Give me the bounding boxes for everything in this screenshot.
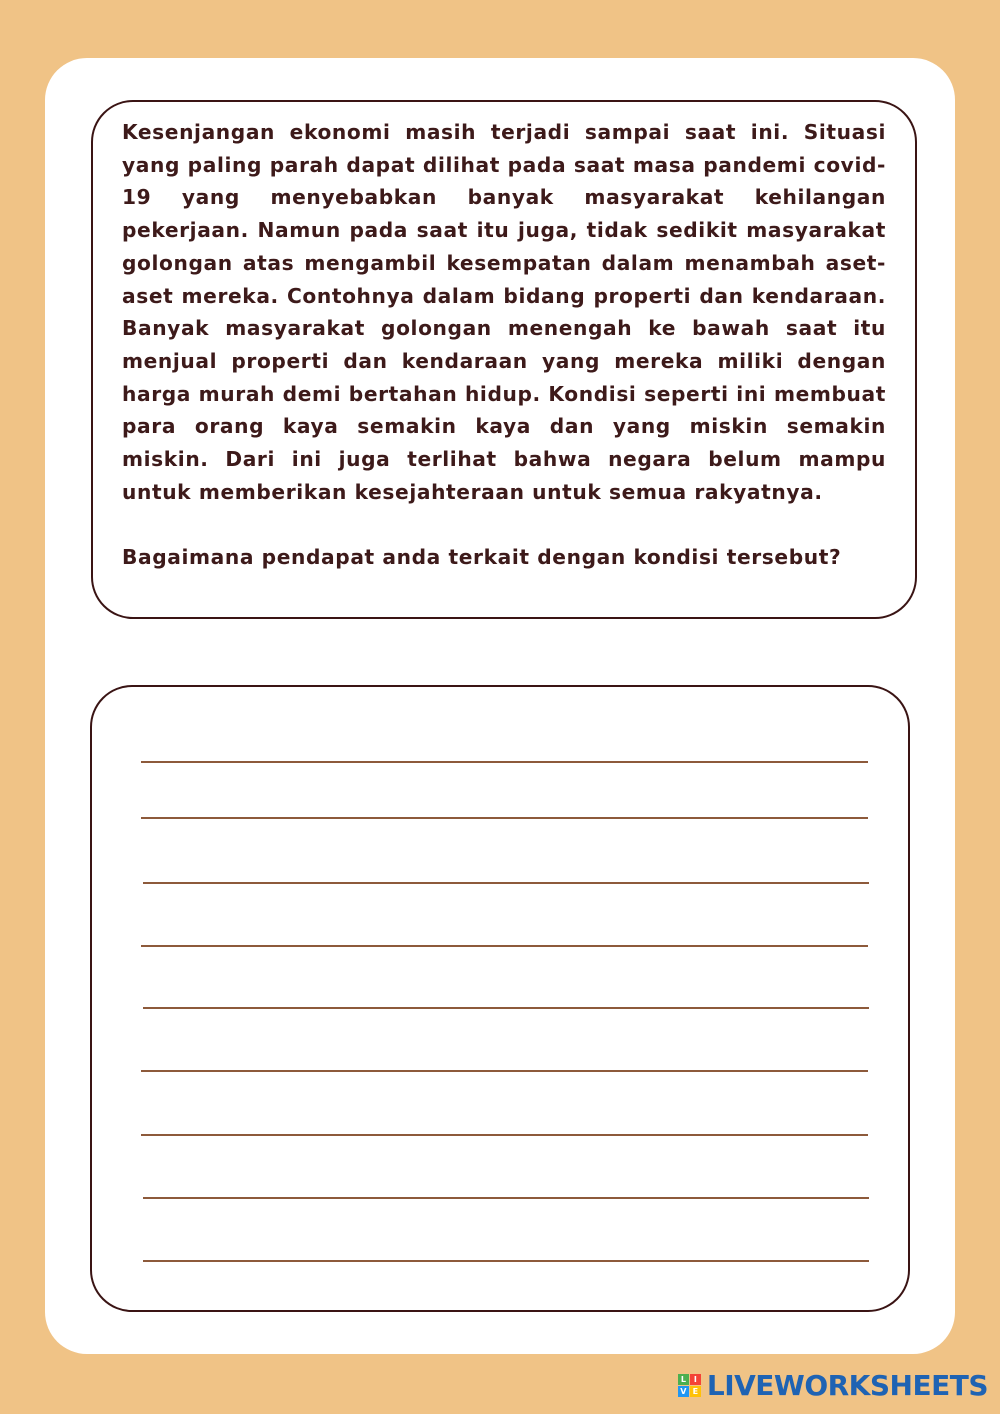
- answer-line[interactable]: [141, 1070, 868, 1072]
- logo-letter-i: I: [690, 1374, 701, 1385]
- answer-line[interactable]: [141, 817, 868, 819]
- answer-line[interactable]: [143, 1197, 869, 1199]
- answer-line[interactable]: [143, 882, 869, 884]
- liveworksheets-logo-icon: [678, 1374, 701, 1397]
- answer-line[interactable]: [143, 1007, 869, 1009]
- answer-line[interactable]: [143, 1260, 869, 1262]
- liveworksheets-logo: [678, 1369, 988, 1402]
- reading-passage: Kesenjangan ekonomi masih terjadi sampai saat ini. Situasi yang paling parah dapat dilihat pada saat masa pandemi covid-19 yang menyebabkan banyak masyarakat kehilangan pekerjaan. Namun pada saat itu juga, tidak sedikit masyarakat golongan atas mengambil kesempatan dalam menambah aset-aset mereka. Contohnya dalam bidang properti dan kendaraan. Banyak masyarakat golongan menengah ke bawah saat itu menjual properti dan kendaraan yang mereka miliki dengan harga murah demi bertahan hidup. Kondisi seperti ini membuat para orang kaya semakin kaya dan yang miskin semakin miskin. Dari ini juga terlihat bahwa negara belum mampu untuk memberikan kesejahteraan untuk semua rakyatnya.: [122, 120, 886, 504]
- logo-letter-e: E: [690, 1386, 701, 1397]
- logo-letter-l: L: [678, 1374, 689, 1385]
- answer-box[interactable]: [90, 685, 910, 1312]
- answer-line[interactable]: [141, 1134, 868, 1136]
- liveworksheets-brand: LIVEWORKSHEETS: [706, 1369, 988, 1402]
- answer-line[interactable]: [141, 945, 868, 947]
- discussion-question: Bagaimana pendapat anda terkait dengan kondisi tersebut?: [122, 545, 842, 570]
- answer-line[interactable]: [141, 761, 868, 763]
- reading-passage-box: [91, 100, 917, 619]
- logo-letter-v: V: [678, 1386, 689, 1397]
